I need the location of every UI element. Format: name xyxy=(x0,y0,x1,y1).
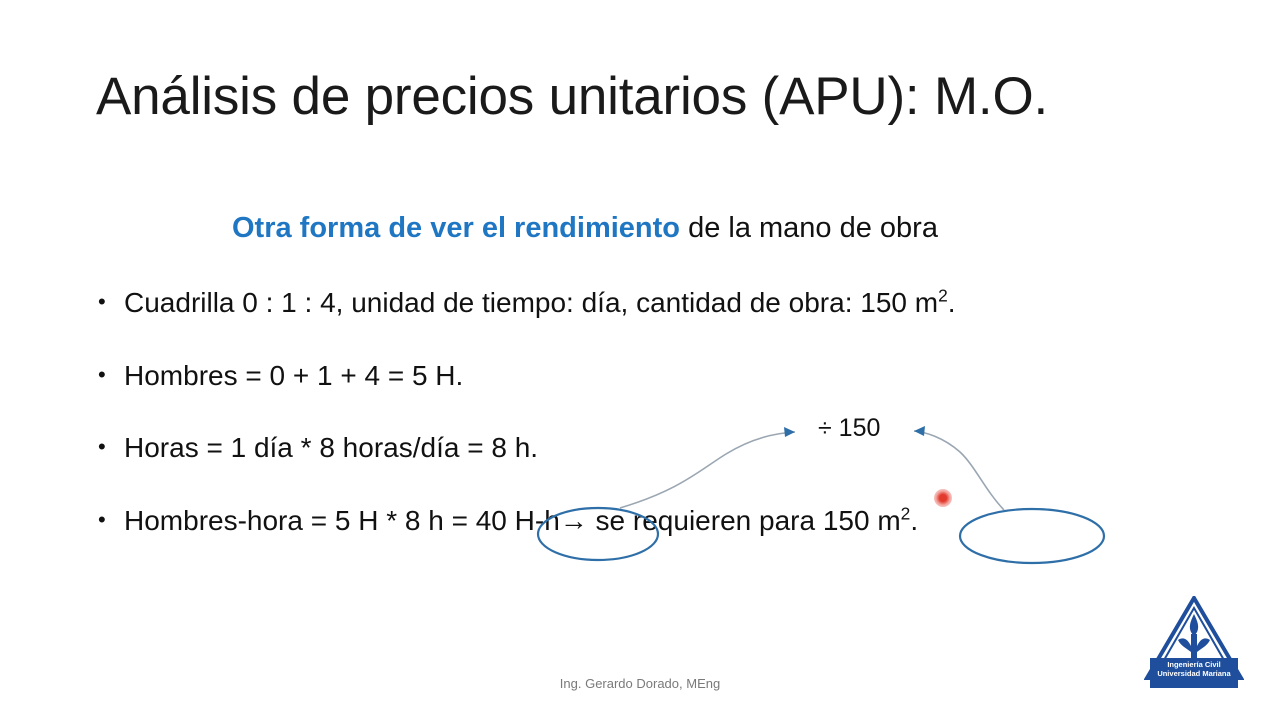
list-item xyxy=(98,286,1198,320)
subtitle-rest: de la mano de obra xyxy=(680,212,938,244)
logo-caption xyxy=(1144,660,1244,679)
bullet-text: Hombres = 0 + 1 + 4 = 5 H. xyxy=(124,359,464,391)
bullet-lead: Hombres-hora = 5 H * 8 h = xyxy=(124,504,476,536)
bullet-text: Cuadrilla 0 : 1 : 4, unidad de tiempo: día, cantidad de obra: 150 m xyxy=(124,287,939,318)
cursor-pointer-dot xyxy=(934,489,952,507)
list-item xyxy=(98,431,1198,465)
circled-value-left: 40 H-h xyxy=(475,504,560,536)
bullet-list xyxy=(98,286,1198,576)
bullet-middle: se requieren para xyxy=(587,504,823,536)
circled-value-right-superscript: 2 xyxy=(900,503,911,524)
logo-line-1: Ingeniería Civil xyxy=(1167,660,1221,669)
footer-credit: Ing. Gerardo Dorado, MEng xyxy=(559,676,721,691)
list-item xyxy=(98,359,1198,393)
slide-subtitle xyxy=(232,212,938,245)
division-annotation-label: ÷ 150 xyxy=(818,414,881,442)
bullet-tail: . xyxy=(910,504,919,536)
circled-value-right: 150 m xyxy=(822,504,901,536)
bullet-superscript: 2 xyxy=(938,285,948,306)
bullet-text: Horas = 1 día * 8 horas/día = 8 h. xyxy=(124,432,539,464)
subtitle-highlight: Otra forma de ver el rendimiento xyxy=(232,212,681,244)
bullet-text-tail: . xyxy=(947,287,956,318)
list-item xyxy=(98,504,1198,538)
page-title: Análisis de precios unitarios (APU): M.O. xyxy=(96,67,1049,126)
right-arrow-icon: → xyxy=(559,504,588,536)
logo-line-2: Universidad Mariana xyxy=(1157,669,1231,679)
